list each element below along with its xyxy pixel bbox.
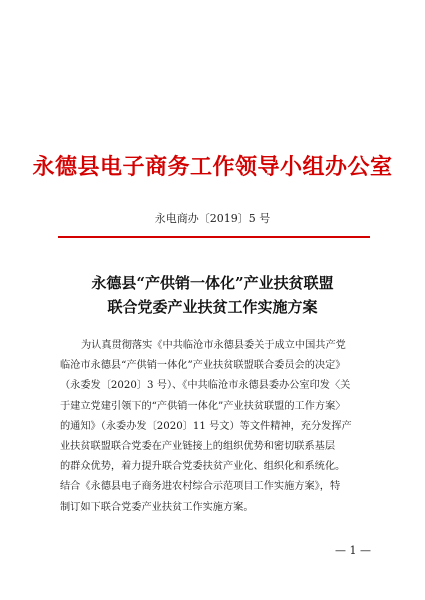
agency-header: 永德县电子商务工作领导小组办公室	[32, 154, 393, 180]
document-number: 永电商办〔2019〕5 号	[154, 212, 271, 225]
body-line: 的通知》（永委办发〔2020〕11 号文）等文件精神，充分发挥产	[60, 420, 352, 432]
body-paragraph	[60, 336, 370, 518]
document-title	[0, 271, 425, 319]
body-line: 业扶贫联盟联合党委在产业链接上的组织优势和密切联系基层	[60, 441, 336, 453]
body-line: 结合《永德县电子商务进农村综合示范项目工作实施方案》，特	[60, 481, 341, 493]
red-divider-line	[58, 236, 370, 238]
body-line: 于建立党建引领下的“产供销一体化”产业扶贫联盟的工作方案〉	[60, 400, 346, 412]
body-line: 的群众优势，着力提升联合党委扶贫产业化、组织化和系统化。	[60, 461, 346, 473]
title-line-2: 联合党委产业扶贫工作实施方案	[107, 298, 318, 316]
page-number: — 1 —	[335, 544, 371, 557]
body-line: 为认真贯彻落实《中共临沧市永德县委关于成立中国共产党	[81, 340, 346, 351]
body-line: （永委发〔2020〕3 号）、《中共临沧市永德县委办公室印发〈关	[60, 380, 351, 392]
title-line-1: 永德县“产供销一体化”产业扶贫联盟	[91, 274, 334, 292]
body-line: 制订如下联合党委产业扶贫工作实施方案。	[60, 501, 254, 513]
body-line: 临沧市永德县“产供销一体化”产业扶贫联盟联合委员会的决定》	[60, 360, 346, 372]
